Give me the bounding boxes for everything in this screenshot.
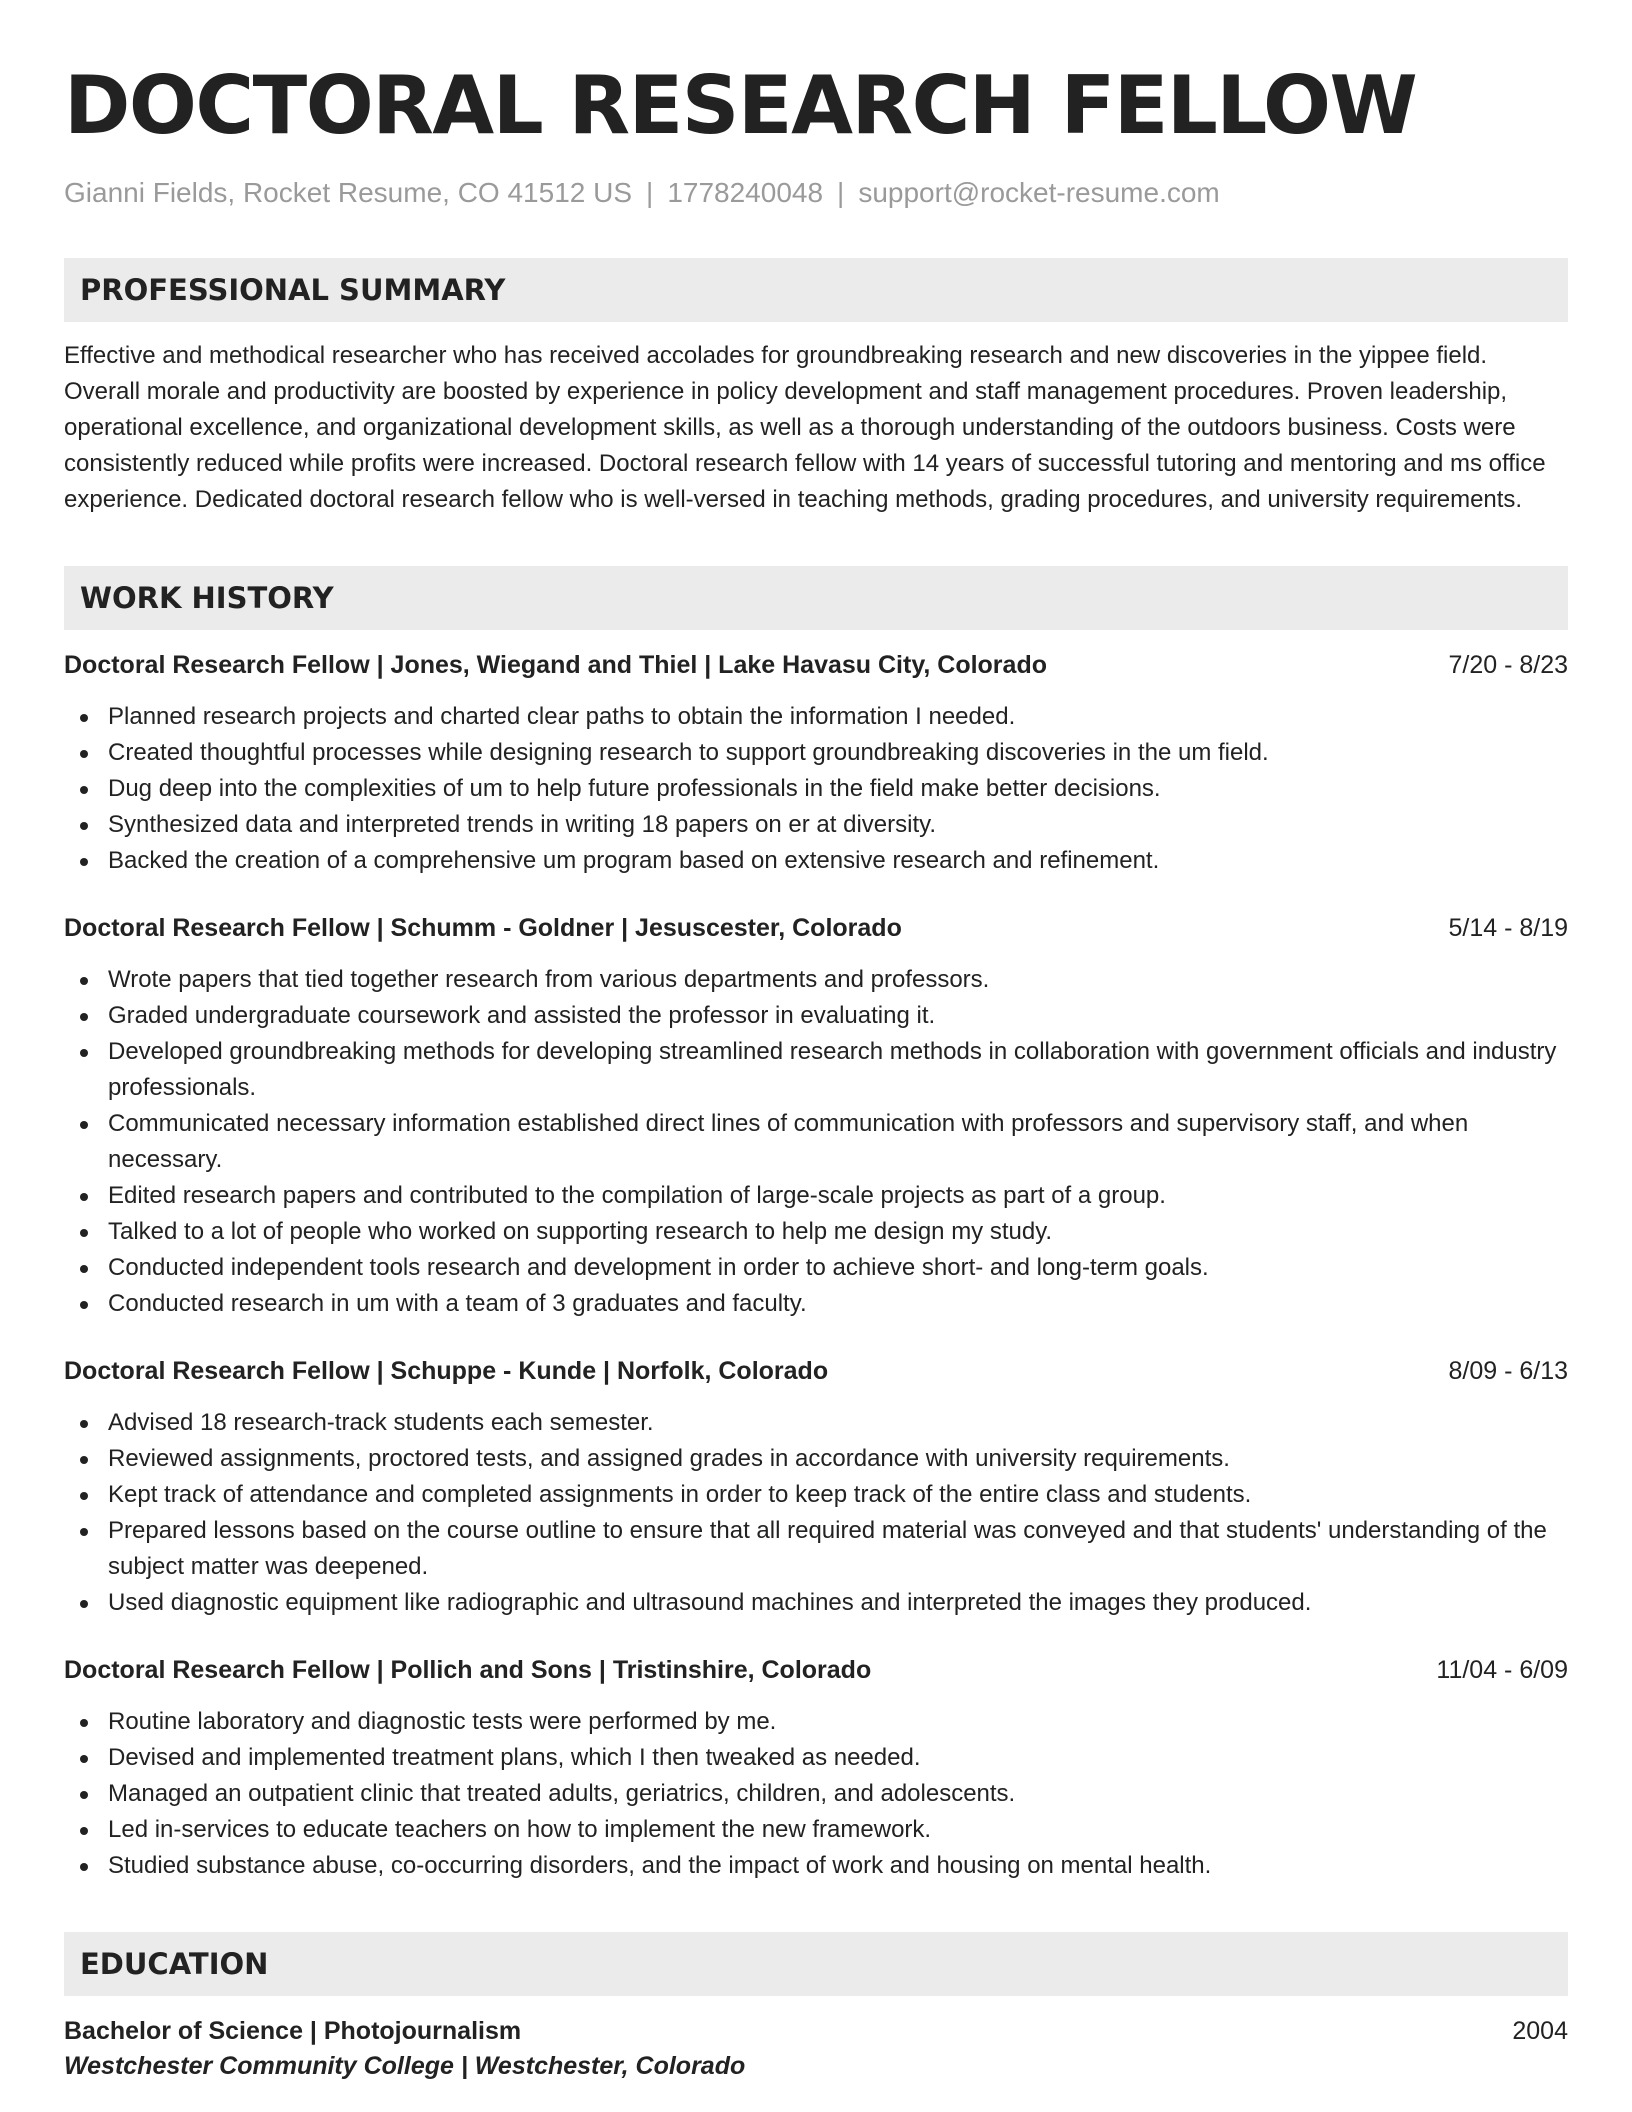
job-bullet: Used diagnostic equipment like radiographic and ultrasound machines and interpreted the images they produced.: [64, 1585, 1568, 1621]
job-title: Doctoral Research Fellow | Pollich and Sons | Tristinshire, Colorado: [64, 1656, 872, 1684]
job-dates: 8/09 - 6/13: [1448, 1357, 1568, 1385]
education-header: [64, 2014, 1568, 2048]
job-bullet: Reviewed assignments, proctored tests, and assigned grades in accordance with university requirements.: [64, 1441, 1568, 1477]
education-school: Westchester Community College | Westchester, Colorado: [64, 2052, 746, 2080]
job-bullet: Kept track of attendance and completed assignments in order to keep track of the entire class and students.: [64, 1477, 1568, 1513]
job-title: Doctoral Research Fellow | Schuppe - Kunde | Norfolk, Colorado: [64, 1357, 829, 1385]
contact-phone: 1778240048: [667, 177, 824, 208]
job-entry: [64, 1354, 1568, 1621]
job-bullet: Communicated necessary information established direct lines of communication with professors and supervisory staff, and when necessary.: [64, 1106, 1568, 1178]
job-dates: 7/20 - 8/23: [1448, 651, 1568, 679]
job-bullet: Devised and implemented treatment plans, which I then tweaked as needed.: [64, 1740, 1568, 1776]
job-header: [64, 1653, 1568, 1687]
summary-text: Effective and methodical researcher who has received accolades for groundbreaking research and new discoveries in the yippee field. Overall morale and productivity are boosted by experience in policy development and staff management procedures. Proven leadership, operational excellence, and organizational development skills, as well as a thorough understanding of the outdoors business. Costs were consistently reduced while profits were increased. Doctoral research fellow with 14 years of successful tutoring and mentoring and ms office experience. Dedicated doctoral research fellow who is well-versed in teaching methods, grading procedures, and university requirements.: [64, 342, 1546, 513]
job-title: Doctoral Research Fellow | Jones, Wiegand and Thiel | Lake Havasu City, Colorado: [64, 651, 1047, 679]
job-bullet: Managed an outpatient clinic that treated adults, geriatrics, children, and adolescents.: [64, 1776, 1568, 1812]
job-entry: [64, 911, 1568, 1322]
job-bullet: Talked to a lot of people who worked on supporting research to help me design my study.: [64, 1214, 1568, 1250]
education-degree: Bachelor of Science | Photojournalism: [64, 2017, 522, 2045]
job-header: [64, 648, 1568, 682]
job-bullets: [64, 962, 1568, 1322]
job-entry: [64, 1653, 1568, 1884]
education-year: 2004: [1512, 2017, 1568, 2045]
job-bullet: Advised 18 research-track students each semester.: [64, 1405, 1568, 1441]
resume-title: DOCTORAL RESEARCH FELLOW: [64, 59, 1417, 152]
job-bullet: Created thoughtful processes while designing research to support groundbreaking discoveries in the um field.: [64, 735, 1568, 771]
job-bullet: Edited research papers and contributed to the compilation of large-scale projects as part of a group.: [64, 1178, 1568, 1214]
job-header: [64, 911, 1568, 945]
section-header-education: EDUCATION: [64, 1932, 1568, 1996]
job-dates: 5/14 - 8/19: [1448, 914, 1568, 942]
resume-page: [64, 0, 1568, 2084]
job-bullet: Conducted research in um with a team of 3 graduates and faculty.: [64, 1286, 1568, 1322]
section-header-work-history: WORK HISTORY: [64, 566, 1568, 630]
job-bullet: Routine laboratory and diagnostic tests were performed by me.: [64, 1704, 1568, 1740]
contact-address: Gianni Fields, Rocket Resume, CO 41512 US: [64, 177, 633, 208]
job-bullets: [64, 1704, 1568, 1884]
job-bullets: [64, 699, 1568, 879]
contact-email: support@rocket-resume.com: [858, 177, 1220, 208]
contact-line: [64, 176, 1568, 210]
job-bullet: Studied substance abuse, co-occurring disorders, and the impact of work and housing on mental health.: [64, 1848, 1568, 1884]
job-bullet: Graded undergraduate coursework and assisted the professor in evaluating it.: [64, 998, 1568, 1034]
job-bullet: Backed the creation of a comprehensive um program based on extensive research and refinement.: [64, 843, 1568, 879]
job-bullet: Conducted independent tools research and development in order to achieve short- and long-term goals.: [64, 1250, 1568, 1286]
job-bullet: Prepared lessons based on the course outline to ensure that all required material was conveyed and that students' understanding of the subject matter was deepened.: [64, 1513, 1568, 1585]
job-header: [64, 1354, 1568, 1388]
job-bullet: Synthesized data and interpreted trends in writing 18 papers on er at diversity.: [64, 807, 1568, 843]
job-bullet: Developed groundbreaking methods for developing streamlined research methods in collaboration with government officials and industry professionals.: [64, 1034, 1568, 1106]
section-header-summary: PROFESSIONAL SUMMARY: [64, 258, 1568, 322]
job-bullets: [64, 1405, 1568, 1621]
job-bullet: Led in-services to educate teachers on how to implement the new framework.: [64, 1812, 1568, 1848]
contact-separator: |: [837, 177, 845, 208]
job-bullet: Dug deep into the complexities of um to help future professionals in the field make better decisions.: [64, 771, 1568, 807]
job-bullet: Planned research projects and charted clear paths to obtain the information I needed.: [64, 699, 1568, 735]
job-title: Doctoral Research Fellow | Schumm - Goldner | Jesuscester, Colorado: [64, 914, 902, 942]
job-dates: 11/04 - 6/09: [1436, 1656, 1568, 1684]
job-bullet: Wrote papers that tied together research from various departments and professors.: [64, 962, 1568, 998]
job-entry: [64, 648, 1568, 879]
education-entry: [64, 2014, 1568, 2084]
contact-separator: |: [646, 177, 654, 208]
